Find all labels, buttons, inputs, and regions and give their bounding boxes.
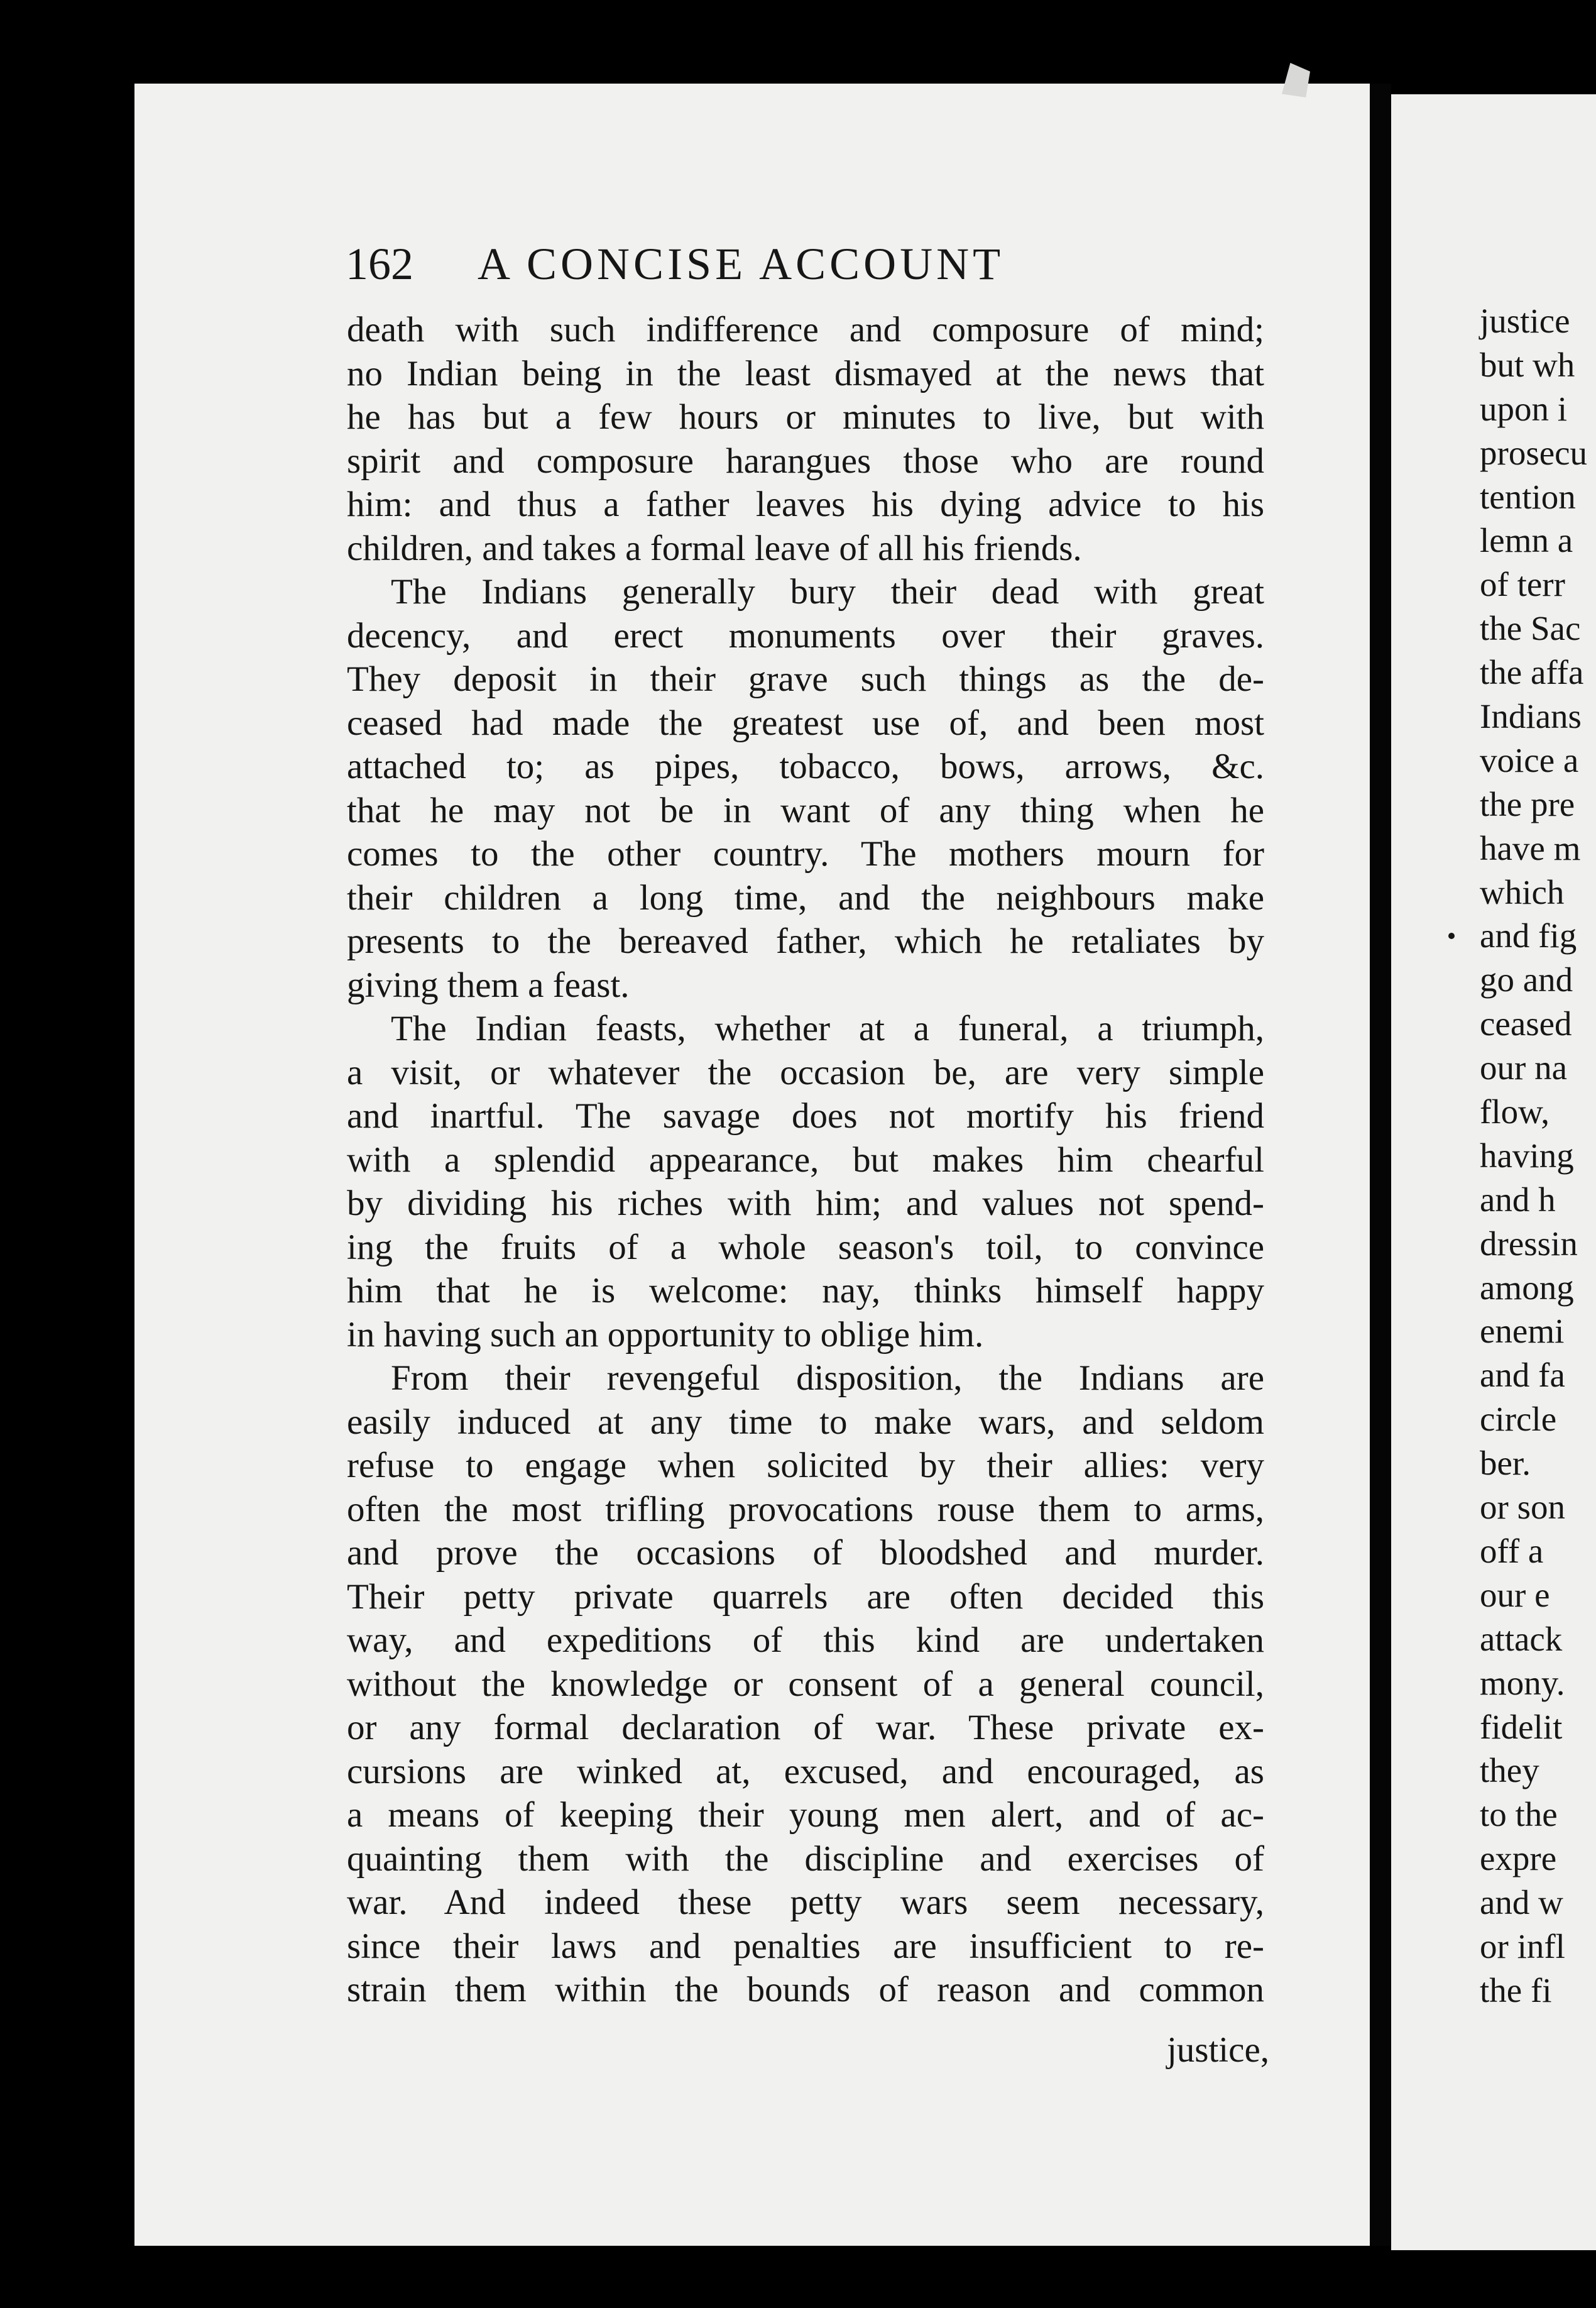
text-line: and inartful. The savage does not mortify his friend xyxy=(347,1096,1264,1136)
right-page-fragment: and h xyxy=(1480,1180,1556,1219)
text-line: by dividing his riches with him; and values not spend- xyxy=(347,1184,1264,1223)
right-page-fragment: or infl xyxy=(1480,1926,1565,1965)
right-page-fragment: among xyxy=(1480,1268,1574,1307)
text-line: him that he is welcome: nay, thinks himself happy xyxy=(347,1271,1264,1311)
right-page-fragment: attack xyxy=(1480,1619,1563,1658)
text-line: death with such indifference and composure of mind; xyxy=(347,310,1264,349)
text-line: in having such an opportunity to oblige him. xyxy=(347,1314,984,1355)
right-page-fragment: but wh xyxy=(1480,345,1575,384)
text-line: a means of keeping their young men alert, and of ac- xyxy=(347,1795,1264,1835)
right-page-fragment: our e xyxy=(1480,1575,1550,1614)
right-page-fragment: which xyxy=(1480,872,1565,911)
text-line: presents to the bereaved father, which he retaliates by xyxy=(347,921,1264,961)
text-line: war. And indeed these petty wars seem necessary, xyxy=(347,1882,1264,1922)
running-head-title: A CONCISE ACCOUNT xyxy=(478,239,1005,289)
right-page-fragment: circle xyxy=(1480,1400,1557,1439)
right-page-fragment: the pre xyxy=(1480,784,1575,823)
right-page-fragment: Indians xyxy=(1480,697,1582,736)
text-line: decency, and erect monuments over their graves. xyxy=(347,615,1264,656)
text-line: refuse to engage when solicited by their allies: very xyxy=(347,1446,1264,1485)
page-gutter xyxy=(1370,84,1391,2246)
right-page-fragment: having xyxy=(1480,1136,1574,1175)
right-page-fragment: to the xyxy=(1480,1795,1558,1834)
right-page-fragment: expre xyxy=(1480,1839,1557,1878)
page-corner-tab xyxy=(1282,63,1310,97)
right-page-fragment: the Sac xyxy=(1480,609,1581,648)
margin-dot xyxy=(1448,933,1455,939)
text-line: with a splendid appearance, but makes him chearful xyxy=(347,1140,1264,1180)
text-line: way, and expeditions of this kind are undertaken xyxy=(347,1620,1264,1660)
text-line: The Indians generally bury their dead with great xyxy=(391,572,1264,612)
text-line: Their petty private quarrels are often decided this xyxy=(347,1576,1264,1617)
right-page-fragment: and fa xyxy=(1480,1356,1565,1395)
right-page-fragment: the affa xyxy=(1480,653,1584,692)
text-line: They deposit in their grave such things as the de- xyxy=(347,659,1264,699)
text-line: their children a long time, and the neighbours make xyxy=(347,877,1264,918)
right-page-fragment: of terr xyxy=(1480,565,1565,604)
catchword: justice, xyxy=(1166,2030,1269,2070)
page-number: 162 xyxy=(346,239,413,289)
right-page-fragment: have m xyxy=(1480,828,1581,867)
running-head xyxy=(346,229,1269,299)
text-line: no Indian being in the least dismayed at the news that xyxy=(347,353,1264,393)
text-line: that he may not be in want of any thing when he xyxy=(347,790,1264,830)
right-page-fragment: and fig xyxy=(1480,916,1577,955)
right-page-fragment: ceased xyxy=(1480,1004,1572,1043)
right-page-fragment: off a xyxy=(1480,1531,1544,1570)
right-page-fragment: enemi xyxy=(1480,1312,1565,1351)
right-page-fragment: our na xyxy=(1480,1048,1567,1087)
right-page-fragment: the fi xyxy=(1480,1970,1552,2009)
text-line: often the most trifling provocations rouse them to arms, xyxy=(347,1489,1264,1529)
text-line: ing the fruits of a whole season's toil, to convince xyxy=(347,1227,1264,1267)
text-line: children, and takes a formal leave of all his friends. xyxy=(347,528,1082,568)
text-line: without the knowledge or consent of a general council, xyxy=(347,1664,1264,1704)
text-line: him: and thus a father leaves his dying advice to his xyxy=(347,485,1264,524)
text-line: he has but a few hours or minutes to live, but with xyxy=(347,397,1264,437)
right-page-fragment: mony. xyxy=(1480,1663,1565,1702)
text-line: quainting them with the discipline and exercises of xyxy=(347,1838,1264,1879)
body-text xyxy=(347,308,1264,2012)
text-line: a visit, or whatever the occasion be, are very simple xyxy=(347,1052,1264,1092)
text-line: since their laws and penalties are insufficient to re- xyxy=(347,1926,1264,1966)
right-page-fragment: fidelit xyxy=(1480,1707,1563,1746)
text-line: ceased had made the greatest use of, and been most xyxy=(347,703,1264,743)
right-page-fragment: they xyxy=(1480,1751,1539,1790)
text-line: The Indian feasts, whether at a funeral, a triumph, xyxy=(391,1009,1264,1048)
right-page-fragment: ber. xyxy=(1480,1444,1531,1483)
text-line: strain them within the bounds of reason and common xyxy=(347,1970,1264,2009)
right-page-text xyxy=(1480,299,1587,2013)
text-line: From their revengeful disposition, the Indians are xyxy=(391,1358,1264,1398)
right-page-fragment: justice xyxy=(1480,302,1570,340)
right-page-fragment: go and xyxy=(1480,960,1573,999)
text-line: attached to; as pipes, tobacco, bows, arrows, &c. xyxy=(347,747,1264,786)
text-line: easily induced at any time to make wars, and seldom xyxy=(347,1402,1264,1442)
right-page-fragment: upon i xyxy=(1480,389,1568,428)
right-page-fragment: and w xyxy=(1480,1883,1563,1922)
right-page-fragment: dressin xyxy=(1480,1224,1578,1263)
right-page-fragment: voice a xyxy=(1480,740,1579,779)
text-line: cursions are winked at, excused, and encouraged, as xyxy=(347,1751,1264,1791)
right-page-fragment: tention xyxy=(1480,477,1576,516)
right-page-fragment: lemn a xyxy=(1480,521,1573,560)
text-line: comes to the other country. The mothers mourn for xyxy=(347,834,1264,874)
right-page-fragment: prosecu xyxy=(1480,433,1588,472)
text-line: spirit and composure harangues those who are round xyxy=(347,441,1264,481)
right-page-fragment: or son xyxy=(1480,1488,1565,1527)
text-line: giving them a feast. xyxy=(347,965,630,1005)
text-line: or any formal declaration of war. These private ex- xyxy=(347,1708,1264,1747)
text-line: and prove the occasions of bloodshed and murder. xyxy=(347,1533,1264,1573)
right-page-fragment: flow, xyxy=(1480,1092,1550,1131)
